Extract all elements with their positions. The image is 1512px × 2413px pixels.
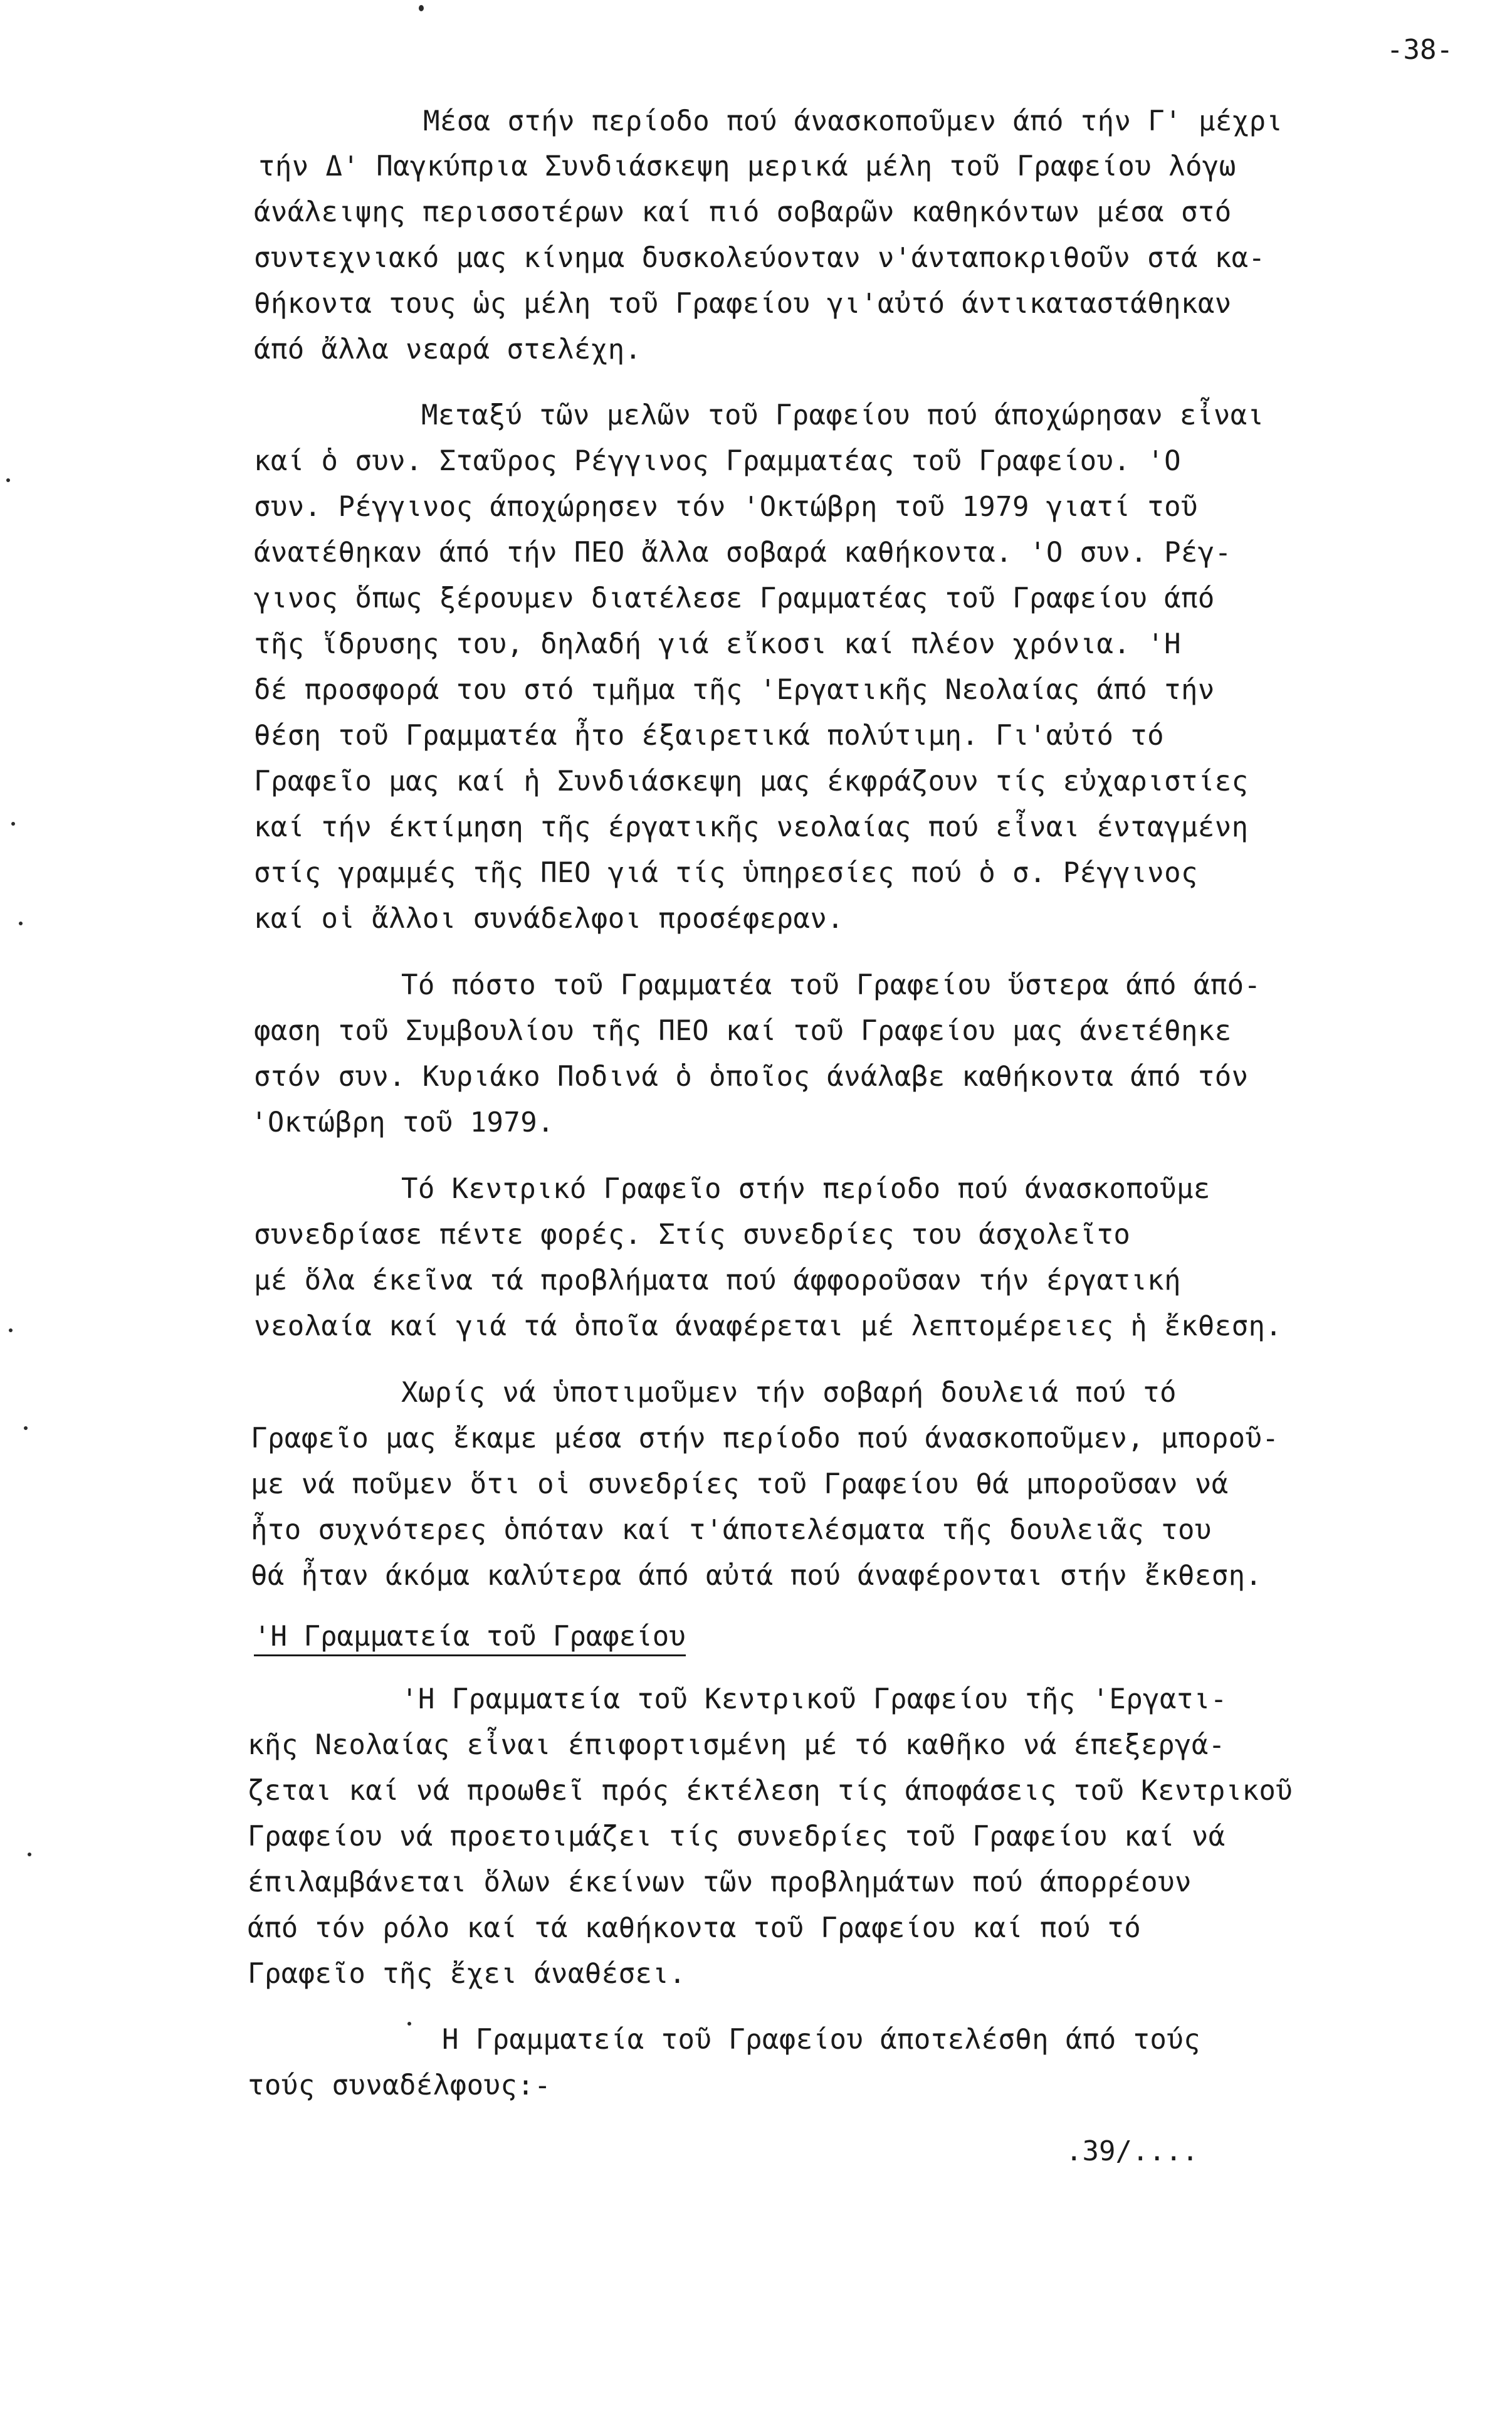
paragraph-6-line-2: κῆς Νεολαίας εἶναι έπιφορτισμένη μέ τό καθῆκο νά έπεξεργά- bbox=[248, 1729, 1226, 1761]
paragraph-4-line-2: συνεδρίασε πέντε φορές. Στίς συνεδρίες του άσχολεῖτο bbox=[254, 1219, 1131, 1251]
paragraph-2-line-6: τῆς ἵδρυσης του, δηλαδή γιά εἴκοσι καί πλέον χρόνια. 'Η bbox=[254, 628, 1181, 660]
scan-mark bbox=[9, 1328, 13, 1332]
paragraph-2-line-7: δέ προσφορά του στό τμῆμα τῆς 'Εργατικῆς Νεολαίας άπό τήν bbox=[254, 674, 1215, 706]
paragraph-3-line-3: στόν συν. Κυριάκο Ποδινά ὁ ὁποῖος άνάλαβε καθήκοντα άπό τόν bbox=[254, 1061, 1249, 1093]
paragraph-1-line-1: Μέσα στήν περίοδο πού άνασκοποῦμεν άπό τήν Γ' μέχρι bbox=[423, 105, 1283, 137]
paragraph-1-line-6: άπό ἄλλα νεαρά στελέχη. bbox=[254, 334, 642, 365]
paragraph-1-line-2: τήν Δ' Παγκύπρια Συνδιάσκεψη μερικά μέλη τοῦ Γραφείου λόγω bbox=[258, 150, 1236, 182]
paragraph-1-line-5: θήκοντα τους ὡς μέλη τοῦ Γραφείου γι'αὐτό άντικαταστάθηκαν bbox=[254, 288, 1232, 320]
paragraph-3-line-1: Τό πόστο τοῦ Γραμματέα τοῦ Γραφείου ὕστερα άπό άπό- bbox=[401, 969, 1261, 1001]
paragraph-3-line-4: 'Οκτώβρη τοῦ 1979. bbox=[251, 1107, 555, 1138]
paragraph-2-line-10: καί τήν έκτίμηση τῆς έργατικῆς νεολαίας πού εἶναι ένταγμένη bbox=[254, 811, 1249, 843]
scan-mark bbox=[28, 1853, 31, 1856]
paragraph-2-line-9: Γραφεῖο μας καί ἡ Συνδιάσκεψη μας έκφράζουν τίς εὐχαριστίες bbox=[254, 765, 1249, 797]
continuation-reference: .39/.... bbox=[1066, 2135, 1199, 2167]
paragraph-6-line-4: Γραφείου νά προετοιμάζει τίς συνεδρίες τοῦ Γραφείου καί νά bbox=[248, 1821, 1226, 1853]
paragraph-6-line-5: έπιλαμβάνεται ὅλων έκείνων τῶν προβλημάτων πού άπορρέουν bbox=[248, 1866, 1192, 1898]
paragraph-5-line-3: με νά ποῦμεν ὅτι οἱ συνεδρίες τοῦ Γραφείου θά μποροῦσαν νά bbox=[251, 1468, 1229, 1500]
paragraph-2-line-12: καί οἱ ἄλλοι συνάδελφοι προσέφεραν. bbox=[254, 903, 844, 935]
paragraph-6-line-6: άπό τόν ρόλο καί τά καθήκοντα τοῦ Γραφείου καί πού τό bbox=[248, 1912, 1142, 1944]
paragraph-4-line-3: μέ ὅλα έκεῖνα τά προβλήματα πού άφφοροῦσαν τήν έργατική bbox=[254, 1264, 1181, 1296]
paragraph-3-line-2: φαση τοῦ Συμβουλίου τῆς ΠΕΟ καί τοῦ Γραφείου μας άνετέθηκε bbox=[254, 1015, 1232, 1047]
paragraph-2-line-11: στίς γραμμές τῆς ΠΕΟ γιά τίς ὑπηρεσίες πού ὁ σ. Ρέγγινος bbox=[254, 857, 1198, 889]
paragraph-2-line-1: Μεταξύ τῶν μελῶν τοῦ Γραφείου πού άποχώρησαν εἶναι bbox=[421, 399, 1264, 431]
paragraph-5-line-1: Χωρίς νά ὑποτιμοῦμεν τήν σοβαρή δουλειά πού τό bbox=[401, 1377, 1177, 1409]
paragraph-6-line-1: 'Η Γραμματεία τοῦ Κεντρικοῦ Γραφείου τῆς 'Εργατι- bbox=[401, 1683, 1227, 1715]
paragraph-2-line-4: άνατέθηκαν άπό τήν ΠΕΟ ἄλλα σοβαρά καθήκοντα. 'Ο συν. Ρέγ- bbox=[254, 537, 1232, 569]
paragraph-7-line-2: τούς συναδέλφους:- bbox=[248, 2069, 552, 2101]
paragraph-2-line-3: συν. Ρέγγινος άποχώρησεν τόν 'Οκτώβρη τοῦ 1979 γιατί τοῦ bbox=[254, 491, 1198, 523]
scan-mark bbox=[11, 822, 15, 826]
paragraph-4-line-1: Τό Κεντρικό Γραφεῖο στήν περίοδο πού άνασκοποῦμε bbox=[401, 1173, 1210, 1205]
paragraph-2-line-5: γινος ὅπως ξέρουμεν διατέλεσε Γραμματέας τοῦ Γραφείου άπό bbox=[254, 582, 1215, 614]
paragraph-7-line-1: Η Γραμματεία τοῦ Γραφείου άποτελέσθη άπό τούς bbox=[442, 2024, 1201, 2056]
paragraph-1-line-3: άνάλειψης περισσοτέρων καί πιό σοβαρῶν καθηκόντων μέσα στό bbox=[254, 196, 1232, 228]
paragraph-5-line-2: Γραφεῖο μας ἔκαμε μέσα στήν περίοδο πού άνασκοποῦμεν, μποροῦ- bbox=[251, 1422, 1279, 1454]
scan-mark bbox=[407, 2022, 411, 2026]
scan-mark bbox=[419, 5, 424, 11]
paragraph-4-line-4: νεολαία καί γιά τά ὁποῖα άναφέρεται μέ λεπτομέρειες ἡ ἔκθεση. bbox=[254, 1310, 1283, 1342]
paragraph-2-line-8: θέση τοῦ Γραμματέα ἦτο έξαιρετικά πολύτιμη. Γι'αὐτό τό bbox=[254, 720, 1165, 752]
scan-mark bbox=[19, 922, 23, 925]
paragraph-6-line-7: Γραφεῖο τῆς ἔχει άναθέσει. bbox=[248, 1958, 686, 1990]
paragraph-5-line-5: θά ἦταν άκόμα καλύτερα άπό αὐτά πού άναφέρονται στήν ἔκθεση. bbox=[251, 1560, 1263, 1592]
paragraph-1-line-4: συντεχνιακό μας κίνημα δυσκολεύονταν ν'άνταποκριθοῦν στά κα- bbox=[254, 242, 1266, 274]
scan-mark bbox=[24, 1426, 28, 1430]
scan-mark bbox=[6, 478, 10, 482]
paragraph-6-line-3: ζεται καί νά προωθεῖ πρός έκτέλεση τίς άποφάσεις τοῦ Κεντρικοῦ bbox=[248, 1775, 1293, 1807]
paragraph-2-line-2: καί ὁ συν. Σταῦρος Ρέγγινος Γραμματέας τοῦ Γραφείου. 'Ο bbox=[254, 445, 1181, 477]
section-heading: 'Η Γραμματεία τοῦ Γραφείου bbox=[254, 1623, 686, 1656]
paragraph-5-line-4: ἦτο συχνότερες ὁπόταν καί τ'άποτελέσματα τῆς δουλειᾶς του bbox=[251, 1514, 1212, 1546]
page-number: -38- bbox=[1387, 34, 1453, 66]
